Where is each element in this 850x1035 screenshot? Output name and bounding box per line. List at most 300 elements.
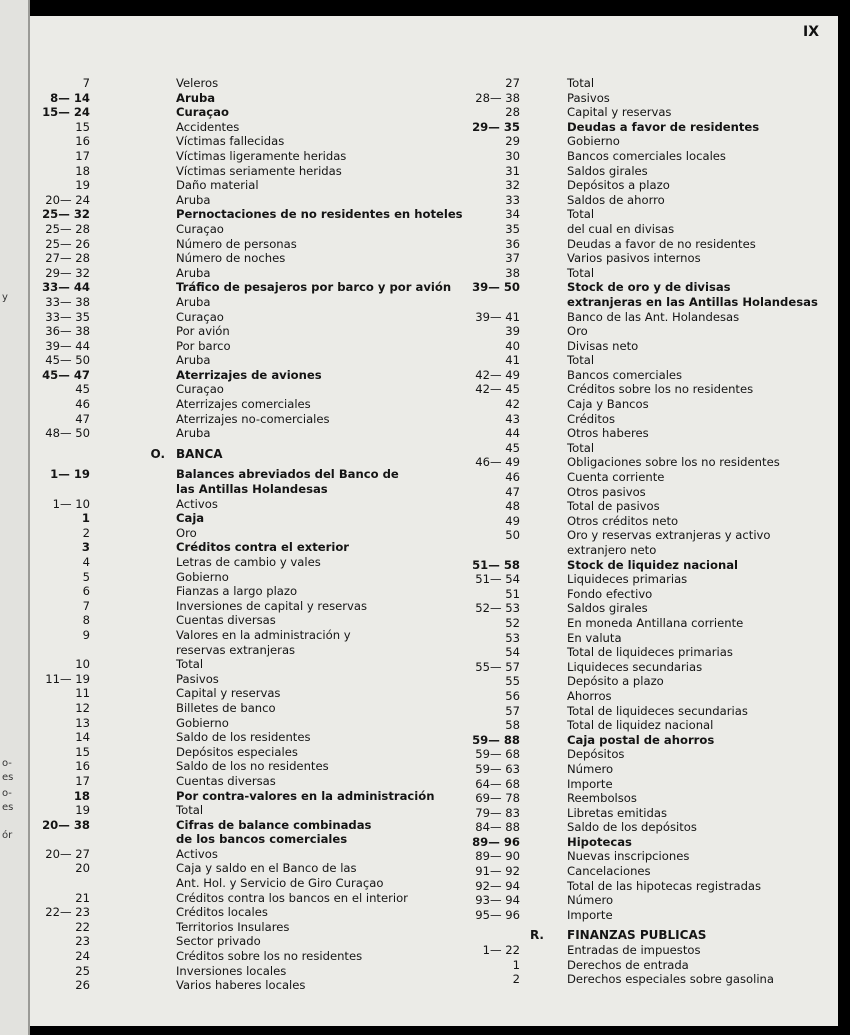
entry-number: 15: [75, 744, 90, 759]
entry-number: 1— 22: [482, 943, 520, 958]
entry-number: 69— 78: [475, 791, 520, 806]
entry-label: Cifras de balance combinadas: [176, 817, 372, 832]
index-entry: [40, 324, 420, 339]
entry-number: 10: [75, 657, 90, 672]
entry-number: 42— 45: [475, 382, 520, 397]
entry-number: 28— 38: [475, 90, 520, 105]
index-entry: [40, 467, 420, 482]
index-entry: [440, 397, 830, 412]
entry-number: 27— 28: [45, 251, 90, 266]
entry-number: 2: [82, 525, 90, 540]
entry-number: 38: [505, 265, 520, 280]
index-entry: [440, 660, 830, 675]
index-entry: [440, 601, 830, 616]
entry-number: 52: [505, 615, 520, 630]
entry-label: Bancos comerciales: [567, 367, 683, 382]
entry-label: extranjero neto: [567, 543, 657, 557]
entry-number: 33: [505, 192, 520, 207]
entry-label: Total: [176, 803, 204, 818]
index-entry: [440, 587, 830, 602]
entry-number: 55: [505, 674, 520, 689]
index-entry: [440, 645, 830, 660]
entry-label: Créditos sobre los no residentes: [567, 382, 754, 397]
entry-number: 33— 38: [45, 294, 90, 309]
entry-label: Varios haberes locales: [176, 978, 306, 993]
entry-number: 57: [505, 703, 520, 718]
entry-label: Saldo de los no residentes: [176, 759, 329, 774]
entry-number: 19: [75, 803, 90, 818]
entry-label: Créditos: [567, 411, 615, 426]
entry-number: 15— 24: [42, 105, 90, 120]
entry-number: 1: [512, 957, 520, 972]
index-entry: [40, 397, 420, 412]
section-heading: [40, 447, 420, 462]
entry-number: 56: [505, 688, 520, 703]
entry-label: Caja y saldo en el Banco de las: [176, 861, 357, 876]
index-entry: [440, 499, 830, 514]
entry-number: 46: [505, 470, 520, 485]
index-entry: [40, 657, 420, 672]
entry-number: 36— 38: [45, 324, 90, 339]
entry-number: 51: [505, 586, 520, 601]
index-entry: [40, 193, 420, 208]
entry-number: 92— 94: [475, 878, 520, 893]
entry-label: Oro y reservas extranjeras y activo: [567, 528, 771, 543]
edge-fragment: o-: [2, 758, 12, 769]
entry-number: 18: [75, 163, 90, 178]
entry-number: 47: [505, 484, 520, 499]
entry-number: 27: [505, 76, 520, 90]
index-entry: [40, 222, 420, 237]
index-entry: [40, 876, 420, 891]
entry-label: Fianzas a largo plazo: [176, 584, 298, 599]
entry-label: Víctimas ligeramente heridas: [176, 148, 347, 163]
index-entry: [40, 686, 420, 701]
entry-number: 58: [505, 718, 520, 733]
index-entry: [40, 280, 452, 295]
index-entry: [40, 818, 420, 833]
index-entry: [440, 835, 830, 850]
entry-number: R.: [529, 928, 544, 943]
index-entry: [40, 949, 420, 964]
index-entry: [40, 745, 420, 760]
entry-label: Saldo de los depósitos: [567, 820, 697, 835]
index-entry: [440, 747, 830, 762]
index-entry: [440, 674, 830, 689]
index-entry: [40, 310, 420, 325]
index-column-right: [440, 76, 830, 987]
entry-label: Créditos contra el exterior: [176, 540, 350, 555]
entry-label: Depósitos especiales: [176, 744, 298, 759]
index-entry: [440, 958, 830, 973]
entry-number: 16: [75, 759, 90, 774]
entry-number: 45— 50: [45, 353, 90, 368]
entry-label: Balances abreviados del Banco de: [176, 467, 399, 482]
entry-label: Aterrizajes no-comerciales: [176, 411, 330, 426]
index-entry: [440, 193, 830, 208]
index-entry: [440, 222, 830, 237]
entry-label: Pernoctaciones de no residentes en hoteles: [176, 207, 463, 222]
index-entry: [440, 514, 830, 529]
index-entry: [440, 339, 830, 354]
entry-number: 7: [82, 598, 90, 613]
entry-label: Total de pasivos: [567, 499, 660, 514]
entry-label: Gobierno: [567, 134, 620, 149]
index-entry: [440, 368, 830, 383]
index-entry: [40, 832, 420, 847]
entry-label: Créditos locales: [176, 905, 268, 920]
entry-number: 45— 47: [42, 367, 90, 382]
entry-number: 32: [505, 178, 520, 193]
entry-number: 33— 44: [42, 280, 90, 295]
entry-number: 29: [505, 134, 520, 149]
index-entry: [440, 295, 830, 310]
index-entry: [440, 164, 830, 179]
entry-label: Territorios Insulares: [176, 919, 290, 934]
entry-number: 20— 24: [45, 192, 90, 207]
entry-label: Veleros: [176, 76, 219, 90]
entry-label: Banco de las Ant. Holandesas: [567, 309, 740, 324]
entry-number: 11: [75, 686, 90, 701]
entry-label: Aterrizajes comerciales: [176, 397, 311, 412]
entry-number: 42: [505, 397, 520, 412]
index-entry: [440, 864, 830, 879]
index-entry: [440, 791, 830, 806]
entry-number: 7: [82, 76, 90, 90]
entry-label: Total: [176, 657, 204, 672]
edge-fragment: y: [2, 292, 8, 303]
index-entry: [40, 91, 420, 106]
entry-number: 4: [82, 555, 90, 569]
index-entry: [440, 134, 830, 149]
entry-label: Saldos girales: [567, 601, 648, 616]
entry-label: Oro: [176, 525, 197, 540]
entry-number: 2: [512, 972, 520, 987]
entry-number: 20— 27: [45, 846, 90, 861]
entry-label: Gobierno: [176, 569, 229, 584]
entry-number: 37: [505, 251, 520, 266]
edge-fragment: ór: [2, 830, 13, 841]
index-entry: [440, 820, 830, 835]
entry-number: 46: [75, 397, 90, 412]
index-entry: [440, 631, 830, 646]
entry-number: 50: [505, 528, 520, 543]
entry-label: Sector privado: [176, 934, 261, 949]
entry-label: Daño material: [176, 178, 259, 193]
entry-label: Número de noches: [176, 251, 286, 266]
entry-number: 11— 19: [45, 671, 90, 686]
entry-number: 39— 44: [45, 338, 90, 353]
entry-label: Víctimas seriamente heridas: [176, 163, 342, 178]
index-entry: [440, 616, 830, 631]
entry-label: extranjeras en las Antillas Holandesas: [567, 294, 818, 309]
entry-label: Curaçao: [176, 382, 224, 397]
entry-label: Pasivos: [176, 671, 219, 686]
entry-number: 21: [75, 890, 90, 905]
index-entry: [40, 920, 420, 935]
index-entry: [440, 280, 830, 295]
index-entry: [40, 149, 420, 164]
entry-label: Tráfico de pesajeros por barco y por avión: [176, 280, 452, 295]
entry-label: Curaçao: [176, 221, 224, 236]
index-column-left: [40, 76, 463, 993]
entry-label: Inversiones locales: [176, 963, 287, 978]
entry-label: Obligaciones sobre los no residentes: [567, 455, 780, 470]
index-entry: [440, 324, 830, 339]
index-entry: [440, 733, 830, 748]
index-entry: [440, 893, 830, 908]
entry-number: 8— 14: [50, 90, 90, 105]
entry-number: 31: [505, 163, 520, 178]
entry-label: Capital y reservas: [567, 105, 672, 120]
index-entry: [440, 689, 830, 704]
index-entry: [440, 777, 830, 792]
index-entry: [40, 774, 420, 789]
entry-number: 19: [75, 178, 90, 193]
index-entry: [440, 879, 830, 894]
entry-label: Divisas neto: [567, 338, 639, 353]
index-entry: [440, 470, 830, 485]
entry-label: Víctimas fallecidas: [176, 134, 285, 149]
entry-label: Varios pasivos internos: [567, 251, 701, 266]
entry-number: 34: [505, 207, 520, 222]
entry-label: Número: [567, 893, 614, 908]
index-entry: [440, 718, 830, 733]
index-entry: [40, 164, 420, 179]
entry-number: 3: [81, 540, 90, 555]
index-entry: [440, 382, 830, 397]
entry-label: Otros créditos neto: [567, 513, 679, 528]
entry-number: 1— 10: [52, 496, 90, 511]
entry-label: Cuenta corriente: [567, 470, 665, 485]
entry-number: 16: [75, 134, 90, 149]
index-entry: [40, 76, 420, 91]
index-entry: [40, 412, 420, 427]
index-entry: [40, 759, 420, 774]
entry-number: 93— 94: [475, 893, 520, 908]
entry-label: Créditos sobre los no residentes: [176, 949, 363, 964]
entry-label: Accidentes: [176, 119, 240, 134]
entry-label: Depósitos: [567, 747, 625, 762]
entry-label: Depósitos a plazo: [567, 178, 670, 193]
index-entry: [440, 120, 830, 135]
index-entry: [40, 891, 420, 906]
entry-label: las Antillas Holandesas: [176, 482, 328, 497]
index-entry: [40, 120, 420, 135]
entry-number: 35: [505, 221, 520, 236]
index-entry: [440, 266, 830, 281]
index-entry: [40, 584, 420, 599]
entry-label: Total de liquidez nacional: [567, 718, 714, 733]
entry-label: Total: [567, 265, 595, 280]
entry-label: Nuevas inscripciones: [567, 849, 690, 864]
entry-number: 53: [505, 630, 520, 645]
entry-label: Curaçao: [176, 105, 229, 120]
index-entry: [440, 412, 830, 427]
entry-label: Deudas a favor de residentes: [567, 119, 760, 134]
entry-number: 49: [505, 513, 520, 528]
entry-number: 52— 53: [475, 601, 520, 616]
edge-fragment: es: [2, 802, 14, 813]
entry-label: Liquideces secundarias: [567, 659, 703, 674]
index-entry: [40, 134, 420, 149]
entry-number: 20: [75, 861, 90, 876]
entry-number: 43: [505, 411, 520, 426]
index-entry: [440, 105, 830, 120]
index-entry: [40, 482, 420, 497]
index-entry: [440, 178, 830, 193]
index-entry: [440, 310, 830, 325]
entry-label: FINANZAS PUBLICAS: [567, 928, 707, 943]
index-entry: [40, 426, 420, 441]
entry-number: 23: [75, 934, 90, 949]
index-entry: [40, 934, 420, 949]
index-entry: [40, 570, 420, 585]
entry-label: Hipotecas: [567, 834, 632, 849]
entry-label: Aruba: [176, 426, 211, 441]
index-entry: [440, 251, 830, 266]
entry-label: Oro: [567, 324, 588, 339]
entry-number: 46— 49: [475, 455, 520, 470]
entry-number: 25— 32: [42, 207, 90, 222]
entry-label: Total: [567, 207, 595, 222]
entry-label: Reembolsos: [567, 791, 637, 806]
entry-number: 89— 90: [475, 849, 520, 864]
entry-number: 79— 83: [475, 805, 520, 820]
index-entry: [40, 295, 420, 310]
index-entry: [40, 555, 420, 570]
entry-number: 26: [75, 978, 90, 993]
entry-label: Caja y Bancos: [567, 397, 649, 412]
entry-number: 47: [75, 411, 90, 426]
index-entry: [40, 978, 420, 993]
entry-number: 14: [75, 730, 90, 745]
entry-label: Aruba: [176, 90, 216, 105]
entry-number: 54: [505, 645, 520, 660]
entry-label: Entradas de impuestos: [567, 943, 701, 958]
entry-number: 55— 57: [475, 659, 520, 674]
entry-number: 45: [75, 382, 90, 397]
entry-number: 25— 28: [45, 221, 90, 236]
entry-label: Pasivos: [567, 90, 610, 105]
entry-number: O.: [150, 446, 165, 461]
entry-label: Liquideces primarias: [567, 572, 688, 587]
index-entry: [440, 849, 830, 864]
entry-label: Letras de cambio y vales: [176, 555, 321, 569]
index-entry: [40, 672, 420, 687]
entry-number: 6: [82, 584, 90, 599]
entry-label: Saldo de los residentes: [176, 730, 311, 745]
entry-label: del cual en divisas: [567, 221, 675, 236]
entry-label: Por contra-valores en la administración: [176, 788, 435, 803]
entry-label: Total de las hipotecas registradas: [567, 878, 762, 893]
entry-label: Curaçao: [176, 309, 224, 324]
index-entry: [40, 105, 420, 120]
section-heading: [440, 928, 830, 943]
entry-number: 12: [75, 700, 90, 715]
entry-number: 59— 88: [472, 732, 520, 747]
entry-number: 24: [75, 949, 90, 964]
entry-label: Billetes de banco: [176, 700, 276, 715]
entry-label: Stock de oro y de divisas: [567, 280, 731, 295]
entry-number: 36: [505, 236, 520, 251]
index-entry: [40, 628, 420, 643]
index-entry: [40, 237, 420, 252]
index-entry: [440, 207, 830, 222]
entry-number: 95— 96: [475, 907, 520, 922]
index-entry: [440, 704, 830, 719]
edge-fragment: o-: [2, 788, 12, 799]
entry-label: Aruba: [176, 265, 211, 280]
index-entry: [40, 368, 420, 383]
index-entry: [40, 540, 420, 555]
index-entry: [40, 847, 420, 862]
entry-label: Número: [567, 761, 614, 776]
entry-number: 59— 63: [475, 761, 520, 776]
entry-label: Aruba: [176, 294, 211, 309]
entry-label: Créditos contra los bancos en el interior: [176, 890, 408, 905]
entry-label: Derechos especiales sobre gasolina: [567, 972, 775, 987]
entry-label: Cuentas diversas: [176, 613, 276, 628]
entry-label: Activos: [176, 496, 218, 511]
index-entry: [40, 251, 420, 266]
entry-label: reservas extranjeras: [176, 642, 296, 657]
entry-label: Cuentas diversas: [176, 773, 276, 788]
entry-label: Derechos de entrada: [567, 957, 689, 972]
index-entry: [440, 237, 830, 252]
entry-label: Por barco: [176, 338, 231, 353]
entry-label: Aterrizajes de aviones: [176, 367, 322, 382]
entry-number: 5: [82, 569, 90, 584]
entry-label: Valores en la administración y: [176, 627, 351, 642]
entry-label: Saldos de ahorro: [567, 192, 665, 207]
index-entry: [40, 353, 420, 368]
entry-number: 42— 49: [475, 367, 520, 382]
entry-label: Caja postal de ahorros: [567, 732, 715, 747]
entry-label: Total de liquideces secundarias: [567, 703, 748, 718]
entry-label: Depósito a plazo: [567, 674, 664, 689]
entry-number: 33— 35: [45, 309, 90, 324]
entry-label: Aruba: [176, 353, 211, 368]
index-entry: [40, 382, 420, 397]
index-entry: [40, 964, 420, 979]
entry-label: En valuta: [567, 630, 622, 645]
index-entry: [40, 599, 420, 614]
entry-label: En moneda Antillana corriente: [567, 615, 744, 630]
entry-label: Stock de liquidez nacional: [567, 557, 739, 572]
entry-label: Saldos girales: [567, 163, 648, 178]
entry-number: 39: [505, 324, 520, 339]
index-entry: [440, 76, 830, 91]
index-entry: [440, 543, 830, 558]
entry-number: 39— 41: [475, 309, 520, 324]
index-entry: [440, 441, 830, 456]
entry-number: 17: [75, 773, 90, 788]
entry-label: Total: [567, 440, 595, 455]
index-entry: [440, 908, 830, 923]
entry-number: 25— 26: [45, 236, 90, 251]
index-entry: [40, 526, 420, 541]
entry-label: Otros pasivos: [567, 484, 646, 499]
entry-number: 48— 50: [45, 426, 90, 441]
entry-number: 44: [505, 426, 520, 441]
entry-number: 15: [75, 119, 90, 134]
index-entry: [440, 485, 830, 500]
index-entry: [440, 806, 830, 821]
index-entry: [440, 91, 830, 106]
entry-number: 18: [73, 788, 90, 803]
index-entry: [440, 353, 830, 368]
